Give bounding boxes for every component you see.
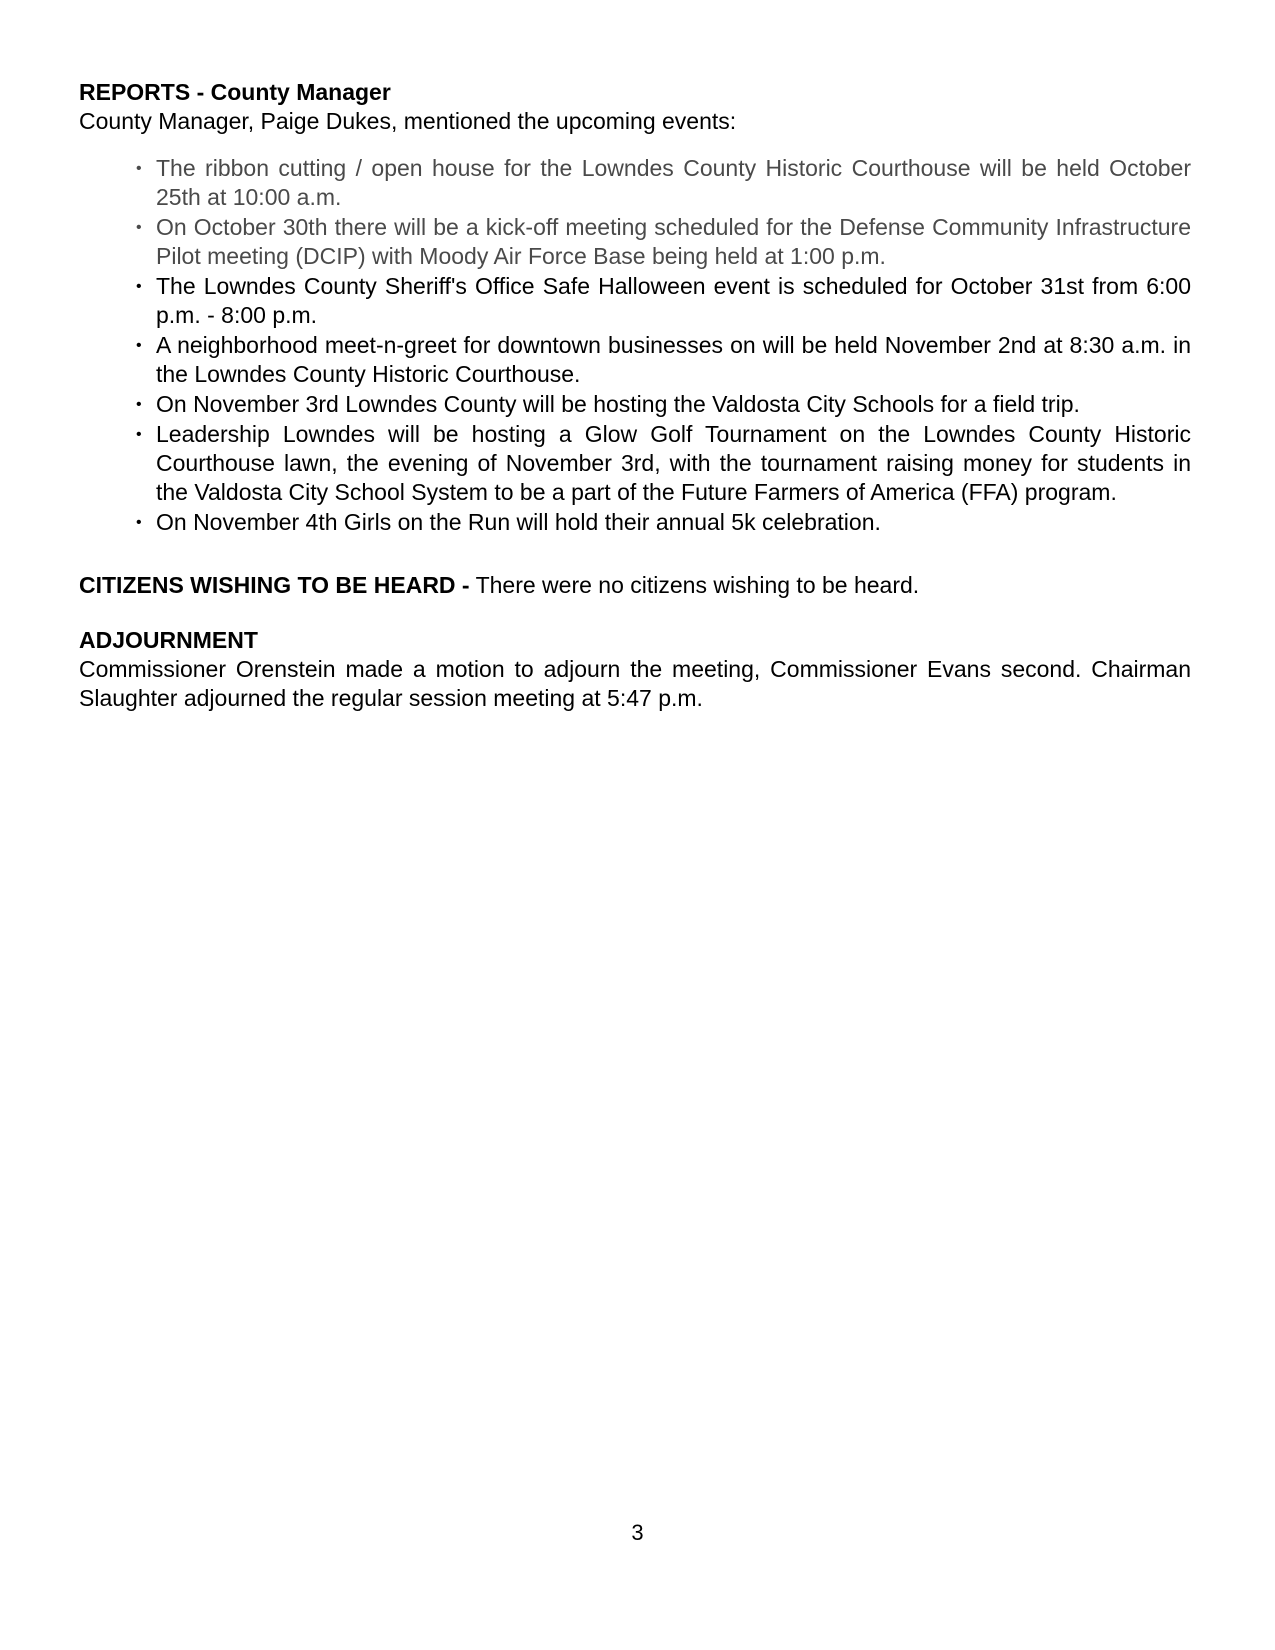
page-number: 3 xyxy=(631,1520,644,1545)
bullet-icon: • xyxy=(136,160,142,177)
events-list xyxy=(79,154,1191,537)
bullet-icon: • xyxy=(136,278,142,295)
reports-section xyxy=(79,78,1191,537)
adjournment-heading: ADJOURNMENT xyxy=(79,627,258,653)
bullet-icon: • xyxy=(136,396,142,413)
citizens-paragraph xyxy=(79,571,1191,600)
reports-intro: County Manager, Paige Dukes, mentioned the upcoming events: xyxy=(79,108,737,134)
list-item xyxy=(136,213,1191,271)
bullet-icon: • xyxy=(136,426,142,443)
list-item-text: On November 4th Girls on the Run will hold their annual 5k celebration. xyxy=(156,509,881,535)
reports-heading: REPORTS - County Manager xyxy=(79,79,391,105)
list-item xyxy=(136,508,1191,537)
list-item xyxy=(136,420,1191,507)
bullet-icon: • xyxy=(136,337,142,354)
list-item xyxy=(136,272,1191,330)
bullet-icon: • xyxy=(136,514,142,531)
citizens-section xyxy=(79,571,1191,600)
bullet-icon: • xyxy=(136,219,142,236)
list-item xyxy=(136,390,1191,419)
document-page xyxy=(79,78,1191,713)
list-item-text: Leadership Lowndes will be hosting a Glow Golf Tournament on the Lowndes County Historic Courthouse lawn, the evening of November 3rd, with the tournament raising money for students in the Valdosta City School System to be a part of the Future Farmers of America (FFA) program. xyxy=(156,421,1191,505)
list-item-text: On October 30th there will be a kick-off meeting scheduled for the Defense Community Infrastructure Pilot meeting (DCIP) with Moody Air Force Base being held at 1:00 p.m. xyxy=(156,214,1191,269)
citizens-heading: CITIZENS WISHING TO BE HEARD - xyxy=(79,572,470,598)
list-item-text: The ribbon cutting / open house for the Lowndes County Historic Courthouse will be held October 25th at 10:00 a.m. xyxy=(156,155,1191,210)
list-item-text: On November 3rd Lowndes County will be hosting the Valdosta City Schools for a field trip. xyxy=(156,391,1080,417)
list-item xyxy=(136,331,1191,389)
adjournment-text: Commissioner Orenstein made a motion to adjourn the meeting, Commissioner Evans second. Chairman Slaughter adjourned the regular session meeting at 5:47 p.m. xyxy=(79,656,1191,711)
adjournment-section xyxy=(79,626,1191,713)
list-item xyxy=(136,154,1191,212)
list-item-text: A neighborhood meet-n-greet for downtown businesses on will be held November 2nd at 8:30 a.m. in the Lowndes County Historic Courthouse. xyxy=(156,332,1191,387)
citizens-text: There were no citizens wishing to be heard. xyxy=(469,572,920,598)
list-item-text: The Lowndes County Sheriff's Office Safe Halloween event is scheduled for October 31st from 6:00 p.m. - 8:00 p.m. xyxy=(156,273,1191,328)
